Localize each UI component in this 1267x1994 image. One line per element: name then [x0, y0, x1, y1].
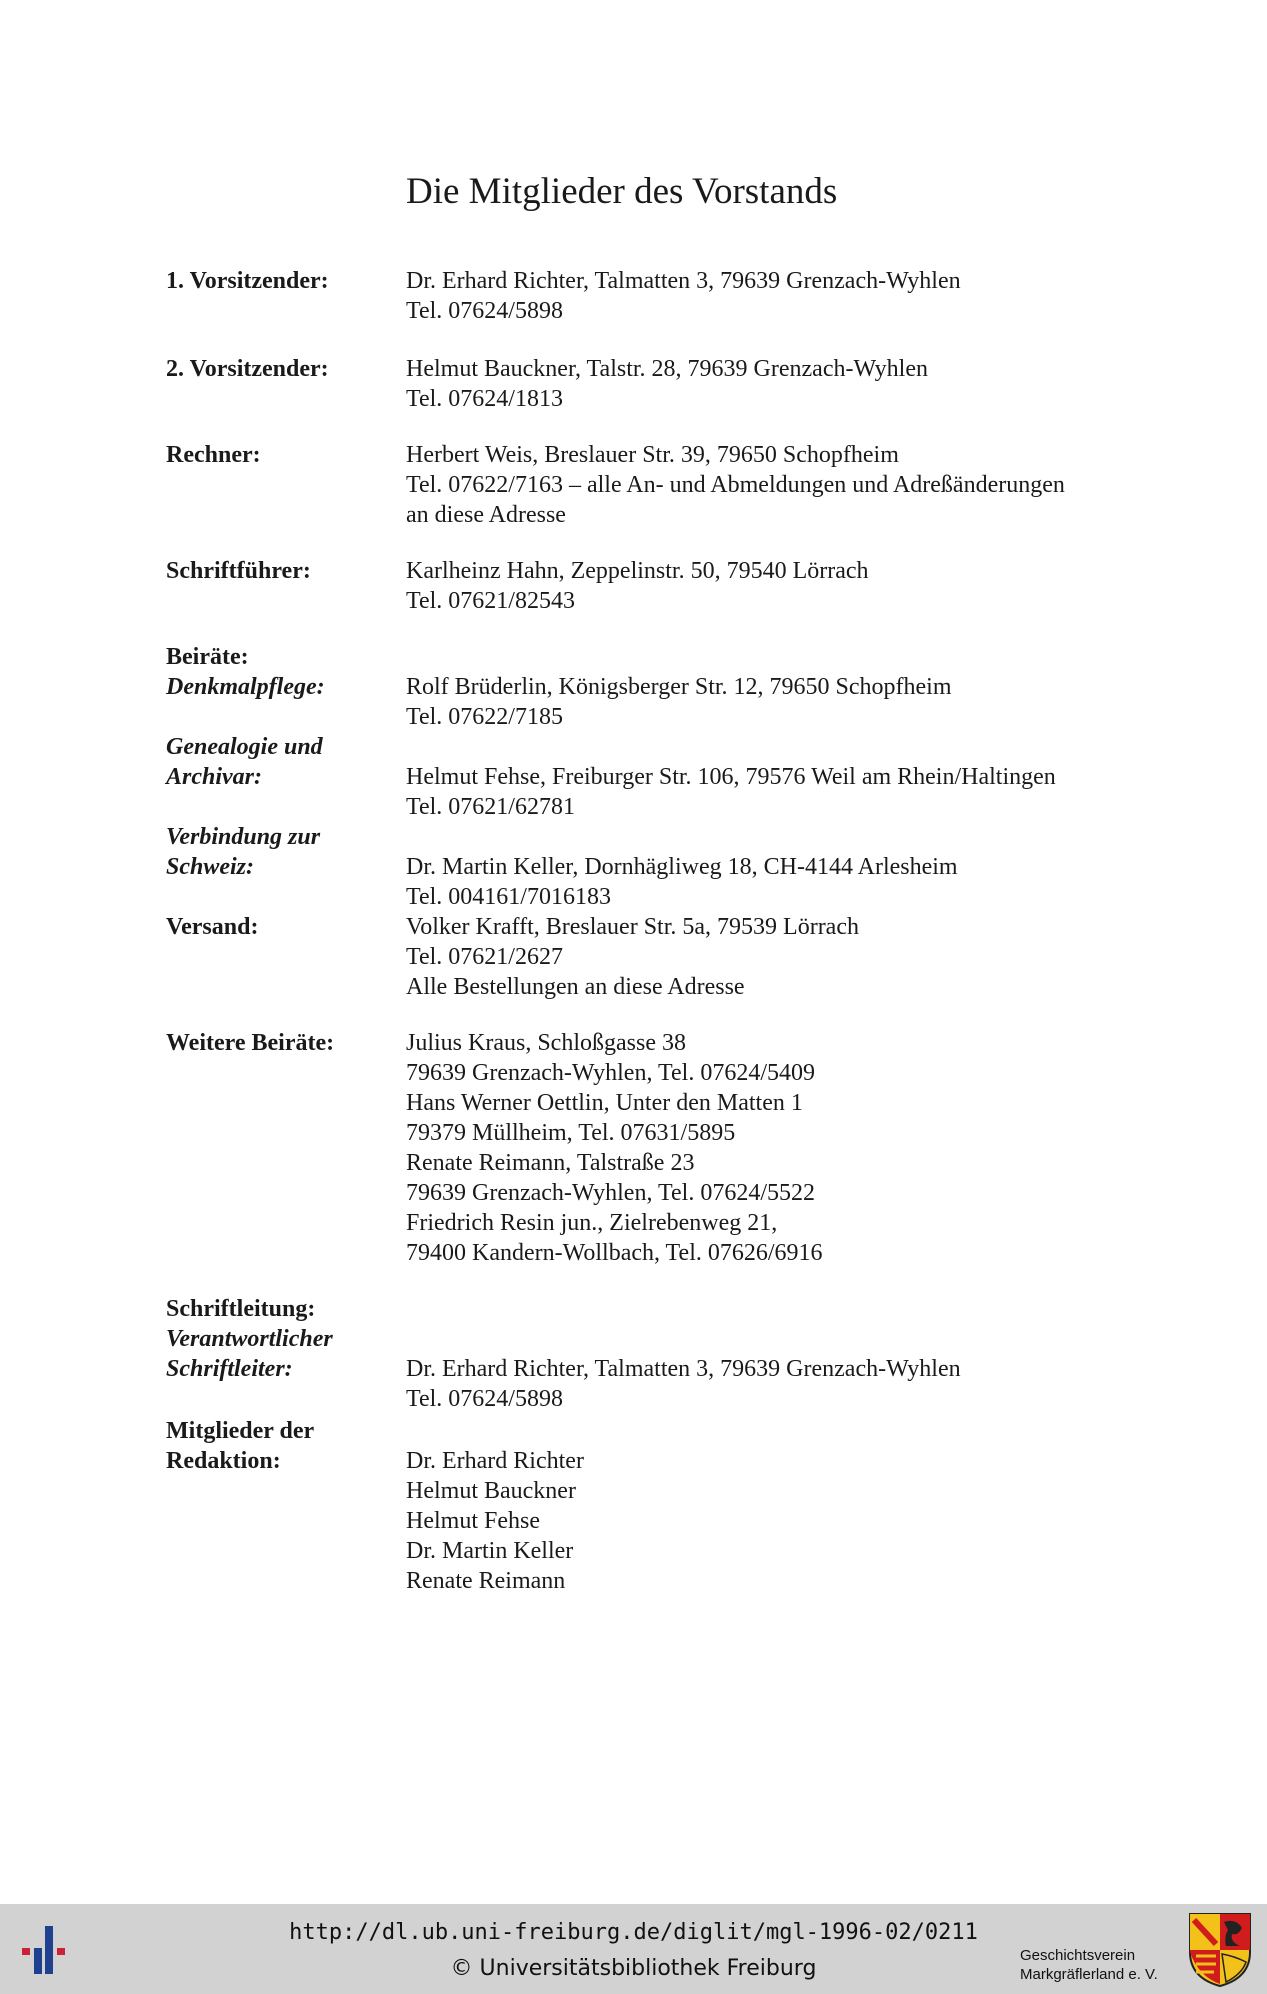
section-vorsitzender-1	[166, 266, 1126, 354]
text-line: Helmut Fehse	[406, 1508, 540, 1534]
schweiz-label: Schweiz:	[166, 854, 255, 880]
section-schriftfuehrer	[166, 556, 1126, 642]
text-line: Helmut Bauckner, Talstr. 28, 79639 Grenzach-Wyhlen	[406, 356, 928, 382]
text-line: Alle Bestellungen an diese Adresse	[406, 974, 745, 1000]
footer-url-link[interactable]: http://dl.ub.uni-freiburg.de/diglit/mgl-1996-02/0211	[289, 1920, 978, 1945]
text-line: 79379 Müllheim, Tel. 07631/5895	[406, 1120, 736, 1146]
text-line: Helmut Fehse, Freiburger Str. 106, 79576 Weil am Rhein/Haltingen	[406, 764, 1056, 790]
text-line: 79400 Kandern-Wollbach, Tel. 07626/6916	[406, 1240, 823, 1266]
text-line: an diese Adresse	[406, 502, 566, 528]
genealogie-label: Archivar:	[166, 764, 262, 790]
text-line: Friedrich Resin jun., Zielrebenweg 21,	[406, 1210, 778, 1236]
section-value	[406, 440, 1126, 530]
text-line: Volker Krafft, Breslauer Str. 5a, 79539 Lörrach	[406, 914, 859, 940]
board-member-list	[166, 266, 1126, 1594]
redaktion-label: Redaktion:	[166, 1448, 281, 1474]
section-value	[406, 912, 1126, 1002]
section-vorsitzender-2	[166, 354, 1126, 440]
section-rechner	[166, 440, 1126, 556]
text-line: 79639 Grenzach-Wyhlen, Tel. 07624/5409	[406, 1060, 815, 1086]
section-beiraete	[166, 642, 1126, 912]
redaktion-label: Mitglieder der	[166, 1418, 315, 1444]
org-name-line: Markgräflerland e. V.	[1020, 1966, 1158, 1983]
section-label	[166, 642, 401, 882]
verantwortlicher-label: Verantwortlicher	[166, 1326, 333, 1352]
verantwortlicher-label: Schriftleiter:	[166, 1356, 293, 1382]
section-label: Versand:	[166, 914, 259, 940]
text-line: Tel. 07622/7185	[406, 704, 563, 730]
section-value	[406, 1028, 1126, 1268]
text-line: Renate Reimann, Talstraße 23	[406, 1150, 695, 1176]
section-value	[406, 266, 1126, 326]
section-value	[406, 1294, 1126, 1596]
org-name	[1020, 1946, 1158, 1984]
genealogie-label: Genealogie und	[166, 734, 323, 760]
section-schriftleitung	[166, 1294, 1126, 1594]
text-line: Dr. Erhard Richter, Talmatten 3, 79639 Grenzach-Wyhlen	[406, 268, 961, 294]
section-label: Schriftführer:	[166, 558, 311, 584]
text-line: Tel. 07621/82543	[406, 588, 575, 614]
text-line: Tel. 07621/62781	[406, 794, 575, 820]
text-line: Renate Reimann	[406, 1568, 566, 1594]
section-value	[406, 556, 1126, 616]
footer-copyright: © Universitätsbibliothek Freiburg	[450, 1956, 817, 1981]
text-line: Hans Werner Oettlin, Unter den Matten 1	[406, 1090, 803, 1116]
text-line: Tel. 004161/7016183	[406, 884, 611, 910]
text-line: Tel. 07624/5898	[406, 298, 563, 324]
text-line: Dr. Erhard Richter, Talmatten 3, 79639 Grenzach-Wyhlen	[406, 1356, 961, 1382]
section-label: 1. Vorsitzender:	[166, 268, 329, 294]
text-line: Dr. Erhard Richter	[406, 1448, 584, 1474]
section-label: Weitere Beiräte:	[166, 1030, 335, 1056]
text-line: Herbert Weis, Breslauer Str. 39, 79650 Schopfheim	[406, 442, 899, 468]
text-line: 79639 Grenzach-Wyhlen, Tel. 07624/5522	[406, 1180, 815, 1206]
text-line: Tel. 07624/1813	[406, 386, 563, 412]
text-line: Julius Kraus, Schloßgasse 38	[406, 1030, 686, 1056]
text-line: Dr. Martin Keller, Dornhägliweg 18, CH-4144 Arlesheim	[406, 854, 958, 880]
beiraete-heading: Beiräte:	[166, 644, 249, 670]
section-label: Rechner:	[166, 442, 261, 468]
section-label: 2. Vorsitzender:	[166, 356, 329, 382]
section-value	[406, 642, 1126, 912]
section-versand	[166, 912, 1126, 1028]
section-weitere-beiraete	[166, 1028, 1126, 1294]
text-line: Karlheinz Hahn, Zeppelinstr. 50, 79540 Lörrach	[406, 558, 869, 584]
text-line: Tel. 07622/7163 – alle An- und Abmeldungen und Adreßänderungen	[406, 472, 1065, 498]
footer-bar	[0, 1904, 1267, 1994]
text-line: Tel. 07621/2627	[406, 944, 563, 970]
section-label	[166, 1294, 401, 1476]
text-line: Helmut Bauckner	[406, 1478, 576, 1504]
org-name-line: Geschichtsverein	[1020, 1947, 1136, 1964]
page-title: Die Mitglieder des Vorstands	[406, 171, 838, 212]
schriftleitung-heading: Schriftleitung:	[166, 1296, 316, 1322]
denkmal-label: Denkmalpflege:	[166, 674, 325, 700]
section-value	[406, 354, 1126, 414]
schweiz-label: Verbindung zur	[166, 824, 321, 850]
text-line: Rolf Brüderlin, Königsberger Str. 12, 79650 Schopfheim	[406, 674, 952, 700]
text-line: Tel. 07624/5898	[406, 1386, 563, 1412]
text-line: Dr. Martin Keller	[406, 1538, 574, 1564]
crest-icon	[1188, 1912, 1252, 1988]
